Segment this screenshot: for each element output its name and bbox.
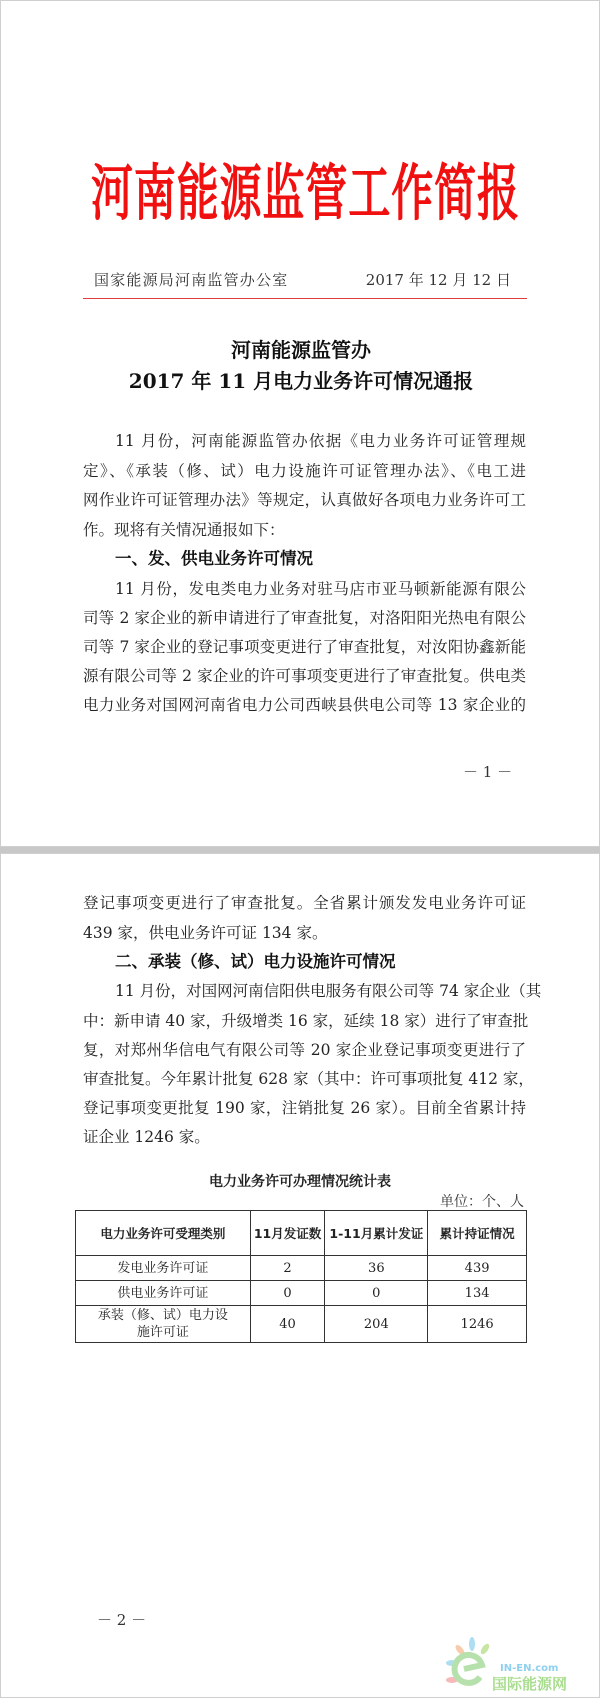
issuer: 国家能源局河南监管办公室 xyxy=(94,271,289,289)
body-line: 439 家，供电业务许可证 134 家。 xyxy=(83,924,328,942)
body-line: 司等 7 家企业的登记事项变更进行了审查批复，对汝阳协鑫新能 xyxy=(83,638,526,656)
table-header-row xyxy=(76,1211,527,1256)
cell: 供电业务许可证 xyxy=(76,1281,251,1306)
cell: 36 xyxy=(325,1256,428,1281)
cell: 0 xyxy=(250,1281,325,1306)
body-line: 源有限公司等 2 家企业的许可事项变更进行了审查批复。供电类 xyxy=(83,667,526,685)
body-line: 登记事项变更进行了审查批复。全省累计颁发发电业务许可证 xyxy=(83,894,526,912)
stats-table xyxy=(75,1210,527,1343)
body-line: 电力业务对国网河南省电力公司西峡县供电公司等 13 家企业的 xyxy=(83,696,526,714)
body-line: 11 月份，河南能源监管办依据《电力业务许可证管理规 xyxy=(115,432,526,450)
body-line: 定》、《承装（修、试）电力设施许可证管理办法》、《电工进 xyxy=(83,462,526,480)
body-line: 作。现将有关情况通报如下： xyxy=(83,521,285,539)
body-line: 登记事项变更批复 190 家，注销批复 26 家）。目前全省累计持 xyxy=(83,1099,526,1117)
in-en-watermark-logo xyxy=(430,1625,580,1695)
table-row xyxy=(76,1306,527,1343)
table-unit: 单位：个、人 xyxy=(440,1194,524,1210)
body-line: 11 月份，发电类电力业务对驻马店市亚马顿新能源有限公 xyxy=(115,580,526,598)
col-header: 11月发证数 xyxy=(250,1211,325,1256)
table-title: 电力业务许可办理情况统计表 xyxy=(209,1174,391,1190)
body-line: 证企业 1246 家。 xyxy=(83,1128,210,1146)
cell: 439 xyxy=(428,1256,527,1281)
issue-date: 2017 年 12 月 12 日 xyxy=(365,271,511,289)
cell: 承装（修、试）电力设施许可证 xyxy=(76,1306,251,1343)
cell: 204 xyxy=(325,1306,428,1343)
body-line: 复，对郑州华信电气有限公司等 20 家企业登记事项变更进行了 xyxy=(83,1041,526,1059)
cell: 2 xyxy=(250,1256,325,1281)
doc-title-line2: 2017 年 11 月电力业务许可情况通报 xyxy=(128,369,474,393)
section-heading-2: 二、承装（修、试）电力设施许可情况 xyxy=(115,952,396,971)
cell: 发电业务许可证 xyxy=(76,1256,251,1281)
body-line: 网作业许可证管理办法》等规定，认真做好各项电力业务许可工 xyxy=(83,491,526,509)
watermark-cn: 国际能源网 xyxy=(492,1675,568,1693)
cell: 0 xyxy=(325,1281,428,1306)
section-heading-1: 一、发、供电业务许可情况 xyxy=(115,549,313,568)
col-header: 电力业务许可受理类别 xyxy=(76,1211,251,1256)
page-1 xyxy=(0,0,600,847)
body-line: 中：新申请 40 家，升级增类 16 家，延续 18 家）进行了审查批 xyxy=(83,1012,529,1030)
body-line: 11 月份，对国网河南信阳供电服务有限公司等 74 家企业（其 xyxy=(115,982,542,1000)
doc-title-line1: 河南能源监管办 xyxy=(231,338,371,362)
cell: 134 xyxy=(428,1281,527,1306)
body-line: 司等 2 家企业的新申请进行了审查批复，对洛阳阳光热电有限公 xyxy=(83,609,526,627)
watermark-en: IN-EN.com xyxy=(500,1663,559,1674)
page-number: － 2 － xyxy=(97,1611,147,1629)
col-header: 1-11月累计发证 xyxy=(325,1211,428,1256)
body-line: 审查批复。今年累计批复 628 家（其中：许可事项批复 412 家， xyxy=(83,1070,534,1088)
table-row xyxy=(76,1281,527,1306)
col-header: 累计持证情况 xyxy=(428,1211,527,1256)
page-number: － 1 － xyxy=(463,763,513,781)
red-rule xyxy=(83,298,527,299)
cell: 1246 xyxy=(428,1306,527,1343)
masthead-title: 河南能源监管工作简报 xyxy=(91,157,519,229)
cell: 40 xyxy=(250,1306,325,1343)
table-row xyxy=(76,1256,527,1281)
